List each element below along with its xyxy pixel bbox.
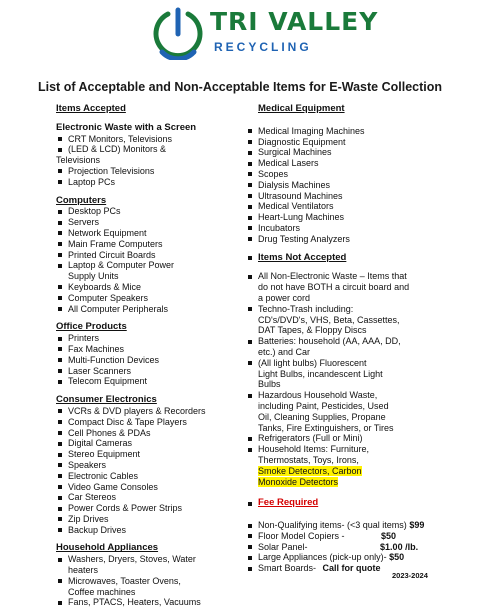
list-item: Fax Machines xyxy=(56,344,228,355)
list-item xyxy=(246,390,456,433)
fee-price: $50 xyxy=(381,530,397,541)
list-item: Fans, PTACS, Heaters, Vacuums xyxy=(56,597,228,608)
fee-row xyxy=(246,552,456,563)
list-item-continuation: Supply Units xyxy=(68,271,119,282)
list-item: Medical Lasers xyxy=(246,158,456,169)
line: Hazardous Household Waste, xyxy=(258,390,378,401)
fee-price: Call for quote xyxy=(322,563,381,574)
brand-subtitle: RECYCLING xyxy=(214,40,312,54)
list-item: Keyboards & Mice xyxy=(56,282,228,293)
list-item: Laser Scanners xyxy=(56,366,228,377)
list-item: All Computer Peripherals xyxy=(56,304,228,315)
medical-heading: Medical Equipment xyxy=(258,103,345,114)
list-item-continuation: Televisions xyxy=(56,155,101,166)
list-item: Network Equipment xyxy=(56,228,228,239)
line: Oil, Cleaning Supplies, Propane xyxy=(258,411,386,422)
line: Tanks, Fire Extinguishers, or Tires xyxy=(258,422,394,433)
list-item: VCRs & DVD players & Recorders xyxy=(56,406,228,417)
items-accepted-heading: Items Accepted xyxy=(56,103,126,114)
list-item: Stereo Equipment xyxy=(56,449,228,460)
fee-row xyxy=(246,531,456,542)
line: Batteries: household (AA, AAA, DD, xyxy=(258,336,401,347)
list-item xyxy=(246,304,456,336)
brand-name: TRI VALLEY xyxy=(210,7,379,36)
fee-heading-wrap xyxy=(246,498,456,509)
list-item: Dialysis Machines xyxy=(246,180,456,191)
list-item: Incubators xyxy=(246,223,456,234)
list-item: Zip Drives xyxy=(56,514,228,525)
line: Bulbs xyxy=(258,379,281,390)
list-item: Medical Imaging Machines xyxy=(246,126,456,137)
consumer-section-title: Consumer Electronics xyxy=(56,394,157,406)
list-item: Scopes xyxy=(246,169,456,180)
fee-label: Floor Model Copiers - xyxy=(258,530,345,541)
list-item: Laptop & Computer Power xyxy=(56,260,228,271)
list-item: Multi-Function Devices xyxy=(56,355,228,366)
list-item: Digital Cameras xyxy=(56,438,228,449)
list-item xyxy=(246,271,456,303)
fee-row xyxy=(246,520,456,531)
line: Light Bulbs, incandescent Light xyxy=(258,368,383,379)
screen-list xyxy=(56,134,228,188)
power-symbol-icon xyxy=(150,4,206,60)
fee-label: Solar Panel- xyxy=(258,541,308,552)
list-item: Medical Ventilators xyxy=(246,201,456,212)
year-label: 2023-2024 xyxy=(392,571,428,580)
line: including Paint, Pesticides, Used xyxy=(258,400,389,411)
list-item: Electronic Cables xyxy=(56,471,228,482)
list-item: Printed Circuit Boards xyxy=(56,250,228,261)
list-item xyxy=(246,336,456,358)
fee-price: $99 xyxy=(409,520,425,531)
list-item-continuation: Coffee machines xyxy=(68,586,136,597)
computers-list xyxy=(56,206,228,314)
office-section-title: Office Products xyxy=(56,321,127,333)
highlighted-text: Smoke Detectors, Carbon xyxy=(258,465,362,476)
not-accepted-list xyxy=(246,271,456,487)
list-item: Diagnostic Equipment xyxy=(246,137,456,148)
logo xyxy=(150,4,379,62)
list-item: Compact Disc & Tape Players xyxy=(56,417,228,428)
fee-price: $1.00 /lb. xyxy=(380,541,419,552)
consumer-list xyxy=(56,406,228,536)
office-list xyxy=(56,333,228,387)
right-column xyxy=(246,104,456,574)
line: DAT Tapes, & Floppy Discs xyxy=(258,325,367,336)
list-item: Printers xyxy=(56,333,228,344)
list-item: Telecom Equipment xyxy=(56,376,228,387)
list-item: Projection Televisions xyxy=(56,166,228,177)
list-item: CRT Monitors, Televisions xyxy=(56,134,228,145)
fee-required-heading: Fee Required xyxy=(246,498,456,509)
list-item: Laptop PCs xyxy=(56,177,228,188)
list-item: Cell Phones & PDAs xyxy=(56,428,228,439)
list-item: Refrigerators (Full or Mini) xyxy=(246,433,456,444)
list-item: Car Stereos xyxy=(56,492,228,503)
fee-price: $50 xyxy=(389,552,405,563)
highlighted-text: Monoxide Detectors xyxy=(258,476,339,487)
fee-label: Smart Boards- xyxy=(258,563,317,574)
list-item: Drug Testing Analyzers xyxy=(246,234,456,245)
list-item-continuation: heaters xyxy=(68,565,99,576)
list-item: Servers xyxy=(56,217,228,228)
line: (All light bulbs) Fluorescent xyxy=(258,357,367,368)
list-item: Power Cords & Power Strips xyxy=(56,503,228,514)
list-item: Ultrasound Machines xyxy=(246,191,456,202)
list-item: Surgical Machines xyxy=(246,147,456,158)
fee-label: Large Appliances (pick-up only)- xyxy=(258,552,387,563)
line: Thermostats, Toys, Irons, xyxy=(258,454,359,465)
computers-section-title: Computers xyxy=(56,194,107,206)
household-list xyxy=(56,554,228,608)
list-item: Heart-Lung Machines xyxy=(246,212,456,223)
list-item: Backup Drives xyxy=(56,525,228,536)
list-item xyxy=(246,444,456,487)
list-item: Microwaves, Toaster Ovens, xyxy=(56,576,228,587)
page-title: List of Acceptable and Non-Acceptable Items for E-Waste Collection xyxy=(38,80,442,94)
fee-list xyxy=(246,520,456,574)
not-accepted-heading-wrap xyxy=(246,253,456,264)
list-item: Main Frame Computers xyxy=(56,239,228,250)
line: etc.) and Car xyxy=(258,346,311,357)
medical-list xyxy=(246,126,456,245)
household-section-title: Household Appliances xyxy=(56,542,159,554)
line: All Non-Electronic Waste – Items that xyxy=(258,271,407,282)
line: a power cord xyxy=(258,292,311,303)
list-item: Speakers xyxy=(56,460,228,471)
list-item: Washers, Dryers, Stoves, Water xyxy=(56,554,228,565)
items-accepted-column xyxy=(56,104,228,608)
line: CD's/DVD's, VHS, Beta, Cassettes, xyxy=(258,314,400,325)
items-not-accepted-heading: Items Not Accepted xyxy=(246,253,456,264)
line: do not have BOTH a circuit board and xyxy=(258,282,410,293)
line: Household Items: Furniture, xyxy=(258,444,370,455)
fee-label: Non-Qualifying items- (<3 qual items) xyxy=(258,520,407,531)
list-item: Desktop PCs xyxy=(56,206,228,217)
line: Techno-Trash including: xyxy=(258,303,354,314)
list-item xyxy=(246,358,456,390)
fee-row xyxy=(246,542,456,553)
list-item: (LED & LCD) Monitors & xyxy=(56,144,228,155)
screen-section-title: Electronic Waste with a Screen xyxy=(56,121,197,133)
list-item: Computer Speakers xyxy=(56,293,228,304)
list-item: Video Game Consoles xyxy=(56,482,228,493)
